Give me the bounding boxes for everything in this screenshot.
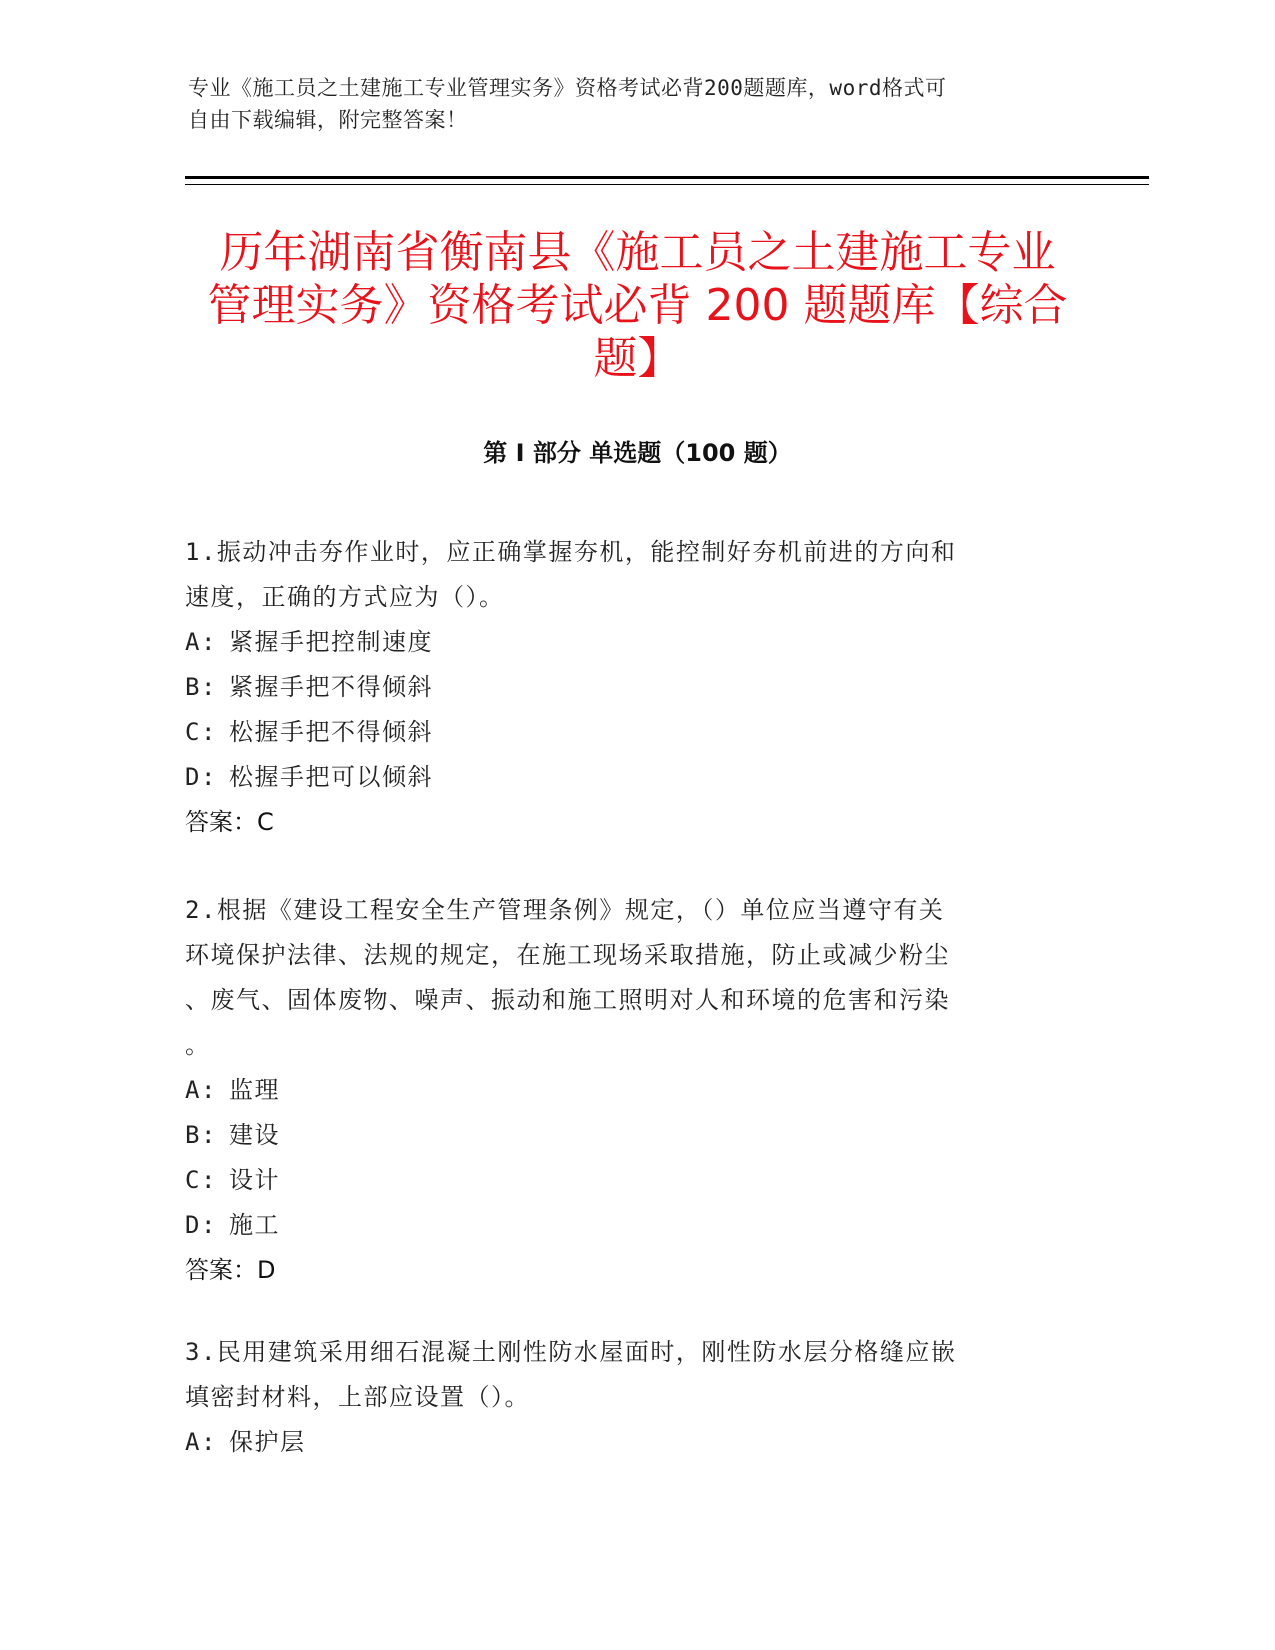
question-stem-line: 3.民用建筑采用细石混凝土刚性防水屋面时，刚性防水层分格缝应嵌 — [185, 1338, 957, 1366]
option-b — [185, 665, 1065, 710]
header-divider-thick — [185, 176, 1149, 179]
option-letter: C: — [185, 1166, 217, 1194]
question-stem-line: 速度，正确的方式应为（）。 — [185, 583, 505, 611]
title-line-1: 历年湖南省衡南县《施工员之土建施工专业 — [219, 227, 1056, 278]
option-text: 监理 — [229, 1076, 280, 1104]
option-letter: A: — [185, 1428, 217, 1456]
option-letter: C: — [185, 718, 217, 746]
question-stem-line: 填密封材料，上部应设置（）。 — [185, 1383, 530, 1411]
question-stem-line: 环境保护法律、法规的规定，在施工现场采取措施，防止或减少粉尘 — [185, 941, 950, 969]
header-note-line-2: 自由下载编辑，附完整答案！ — [188, 108, 468, 132]
option-text: 设计 — [229, 1166, 280, 1194]
option-text: 紧握手把不得倾斜 — [229, 673, 433, 701]
title-line-2: 管理实务》资格考试必背 200 题题库【综合 — [207, 280, 1068, 331]
option-a — [185, 1068, 1065, 1113]
option-text: 松握手把不得倾斜 — [229, 718, 433, 746]
option-text: 保护层 — [229, 1428, 306, 1456]
option-letter: A: — [185, 1076, 217, 1104]
option-b — [185, 1113, 1065, 1158]
option-text: 施工 — [229, 1211, 280, 1239]
option-text: 松握手把可以倾斜 — [229, 763, 433, 791]
option-d — [185, 1203, 1065, 1248]
question-stem-line: 1.振动冲击夯作业时，应正确掌握夯机，能控制好夯机前进的方向和 — [185, 538, 957, 566]
option-letter: A: — [185, 628, 217, 656]
question-stem-line: 2.根据《建设工程安全生产管理条例》规定，（）单位应当遵守有关 — [185, 896, 945, 924]
document-title — [170, 226, 1105, 385]
option-letter: D: — [185, 1211, 217, 1239]
section-heading: 第 I 部分 单选题（100 题） — [483, 439, 792, 467]
option-letter: D: — [185, 763, 217, 791]
question-3 — [185, 1330, 1065, 1465]
question-stem-line: 。 — [185, 1031, 211, 1059]
option-d — [185, 755, 1065, 800]
title-line-3: 题】 — [593, 333, 682, 384]
option-text: 紧握手把控制速度 — [229, 628, 433, 656]
option-text: 建设 — [229, 1121, 280, 1149]
header-note-line-1: 专业《施工员之土建施工专业管理实务》资格考试必背200题题库，word格式可 — [188, 76, 947, 100]
option-letter: B: — [185, 1121, 217, 1149]
question-1 — [185, 530, 1065, 845]
option-c — [185, 1158, 1065, 1203]
header-divider-thin — [185, 184, 1149, 185]
option-a — [185, 620, 1065, 665]
header-note — [188, 72, 1088, 136]
option-letter: B: — [185, 673, 217, 701]
answer-key: 答案：C — [185, 808, 274, 836]
option-a — [185, 1420, 1065, 1465]
answer-key: 答案：D — [185, 1256, 276, 1284]
question-2 — [185, 888, 1065, 1293]
question-stem-line: 、废气、固体废物、噪声、振动和施工照明对人和环境的危害和污染 — [185, 986, 950, 1014]
option-c — [185, 710, 1065, 755]
